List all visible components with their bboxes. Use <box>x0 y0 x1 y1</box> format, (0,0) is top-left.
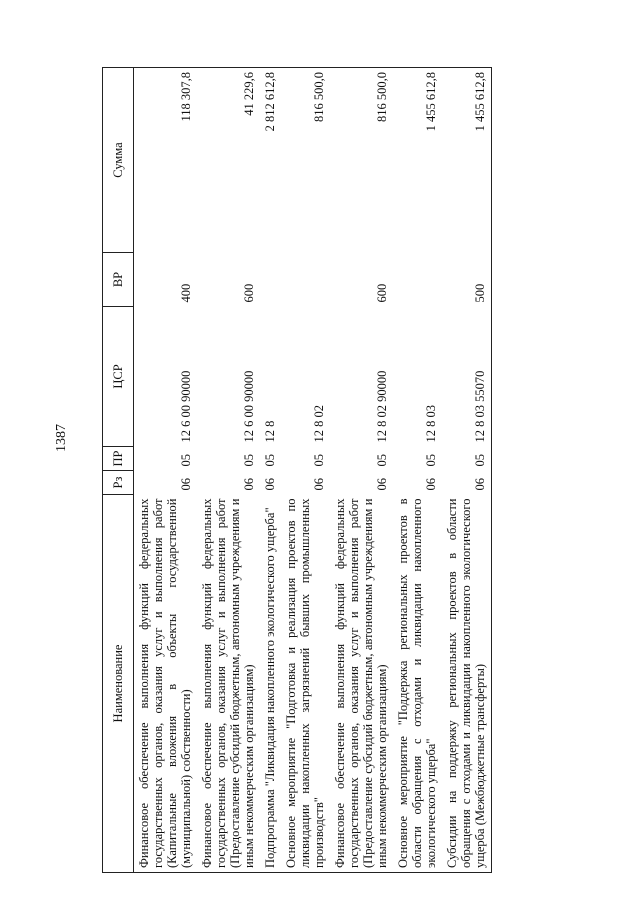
table-row <box>442 68 492 873</box>
header-sum: Сумма <box>103 68 134 253</box>
row-name: Финансовое обеспечение выполнения функций федеральных государственных органов, оказания услуг и выполнения работ (Капитальные вложения в объекты государственной (муниципальной) собственности) <box>134 495 198 873</box>
row-rz: 06 <box>375 478 389 491</box>
row-rz: 06 <box>242 478 256 491</box>
row-rz: 06 <box>312 478 326 491</box>
row-pr: 05 <box>375 454 389 467</box>
row-vr: 500 <box>442 253 492 307</box>
row-sum: 1 455 612,8 <box>393 68 442 253</box>
row-pr: 05 <box>179 454 193 467</box>
table-row <box>197 68 260 873</box>
row-pr: 05 <box>242 454 256 467</box>
row-rz: 06 <box>263 478 277 491</box>
row-sum: 41 229,6 <box>197 68 260 253</box>
header-rz: Рз <box>103 471 134 495</box>
row-csr: 12 8 03 55070 <box>442 307 492 447</box>
rotated-page <box>50 18 570 873</box>
header-vr: ВР <box>103 253 134 307</box>
row-csr: 12 8 <box>263 420 277 443</box>
row-rz: 06 <box>442 471 492 495</box>
header-pr: ПР <box>103 447 134 471</box>
budget-table <box>102 67 492 873</box>
row-sum: 816 500,0 <box>281 68 330 253</box>
row-vr: 600 <box>375 283 389 303</box>
row-pr: 05 <box>442 447 492 471</box>
table-row <box>260 68 281 873</box>
table-header-row <box>103 68 134 873</box>
row-name: Подпрограмма "Ликвидация накопленного экологического ущерба" <box>260 495 281 873</box>
row-csr: 12 8 03 <box>424 405 438 443</box>
row-vr: 600 <box>242 283 256 303</box>
row-name: Субсидии на поддержку региональных проектов в области обращения с отходами и ликвидации накопленного экологического ущерба (Межбюджетные трансферты) <box>442 495 492 873</box>
row-csr: 12 8 02 <box>312 405 326 443</box>
row-pr: 05 <box>424 454 438 467</box>
table-row <box>330 68 393 873</box>
row-name: Финансовое обеспечение выполнения функций федеральных государственных органов, оказания услуг и выполнения работ (Предоставление субсидий бюджетным, автономным учреждениям и иным некоммерческим организациям) <box>197 495 260 873</box>
row-pr: 05 <box>312 454 326 467</box>
row-pr: 05 <box>263 454 277 467</box>
table-row <box>134 68 198 873</box>
row-name: Основное мероприятие "Поддержка региональных проектов в области обращения с отходами и ликвидации накопленного экологического ущерба" <box>393 495 442 873</box>
row-name: Основное мероприятие "Подготовка и реализация проектов по ликвидации накопленных загрязнений бывших промышленных производств" <box>281 495 330 873</box>
table-row <box>393 68 442 873</box>
row-vr <box>281 253 330 307</box>
row-csr: 12 8 02 90000 <box>375 370 389 443</box>
header-name: Наименование <box>103 495 134 873</box>
row-csr: 12 6 00 90000 <box>179 370 193 443</box>
row-name: Финансовое обеспечение выполнения функций федеральных государственных органов, оказания услуг и выполнения работ (Предоставление субсидий бюджетным, автономным учреждениям и иным некоммерческим организациям) <box>330 495 393 873</box>
row-csr: 12 6 00 90000 <box>242 370 256 443</box>
header-csr: ЦСР <box>103 307 134 447</box>
row-sum: 118 307,8 <box>134 68 198 253</box>
row-vr <box>260 253 281 307</box>
row-vr <box>393 253 442 307</box>
page-number: 1387 <box>54 424 69 452</box>
row-vr: 400 <box>179 283 193 303</box>
row-sum: 816 500,0 <box>330 68 393 253</box>
row-sum: 2 812 612,8 <box>260 68 281 253</box>
row-rz: 06 <box>179 478 193 491</box>
row-sum: 1 455 612,8 <box>442 68 492 253</box>
table-row <box>281 68 330 873</box>
row-rz: 06 <box>424 478 438 491</box>
